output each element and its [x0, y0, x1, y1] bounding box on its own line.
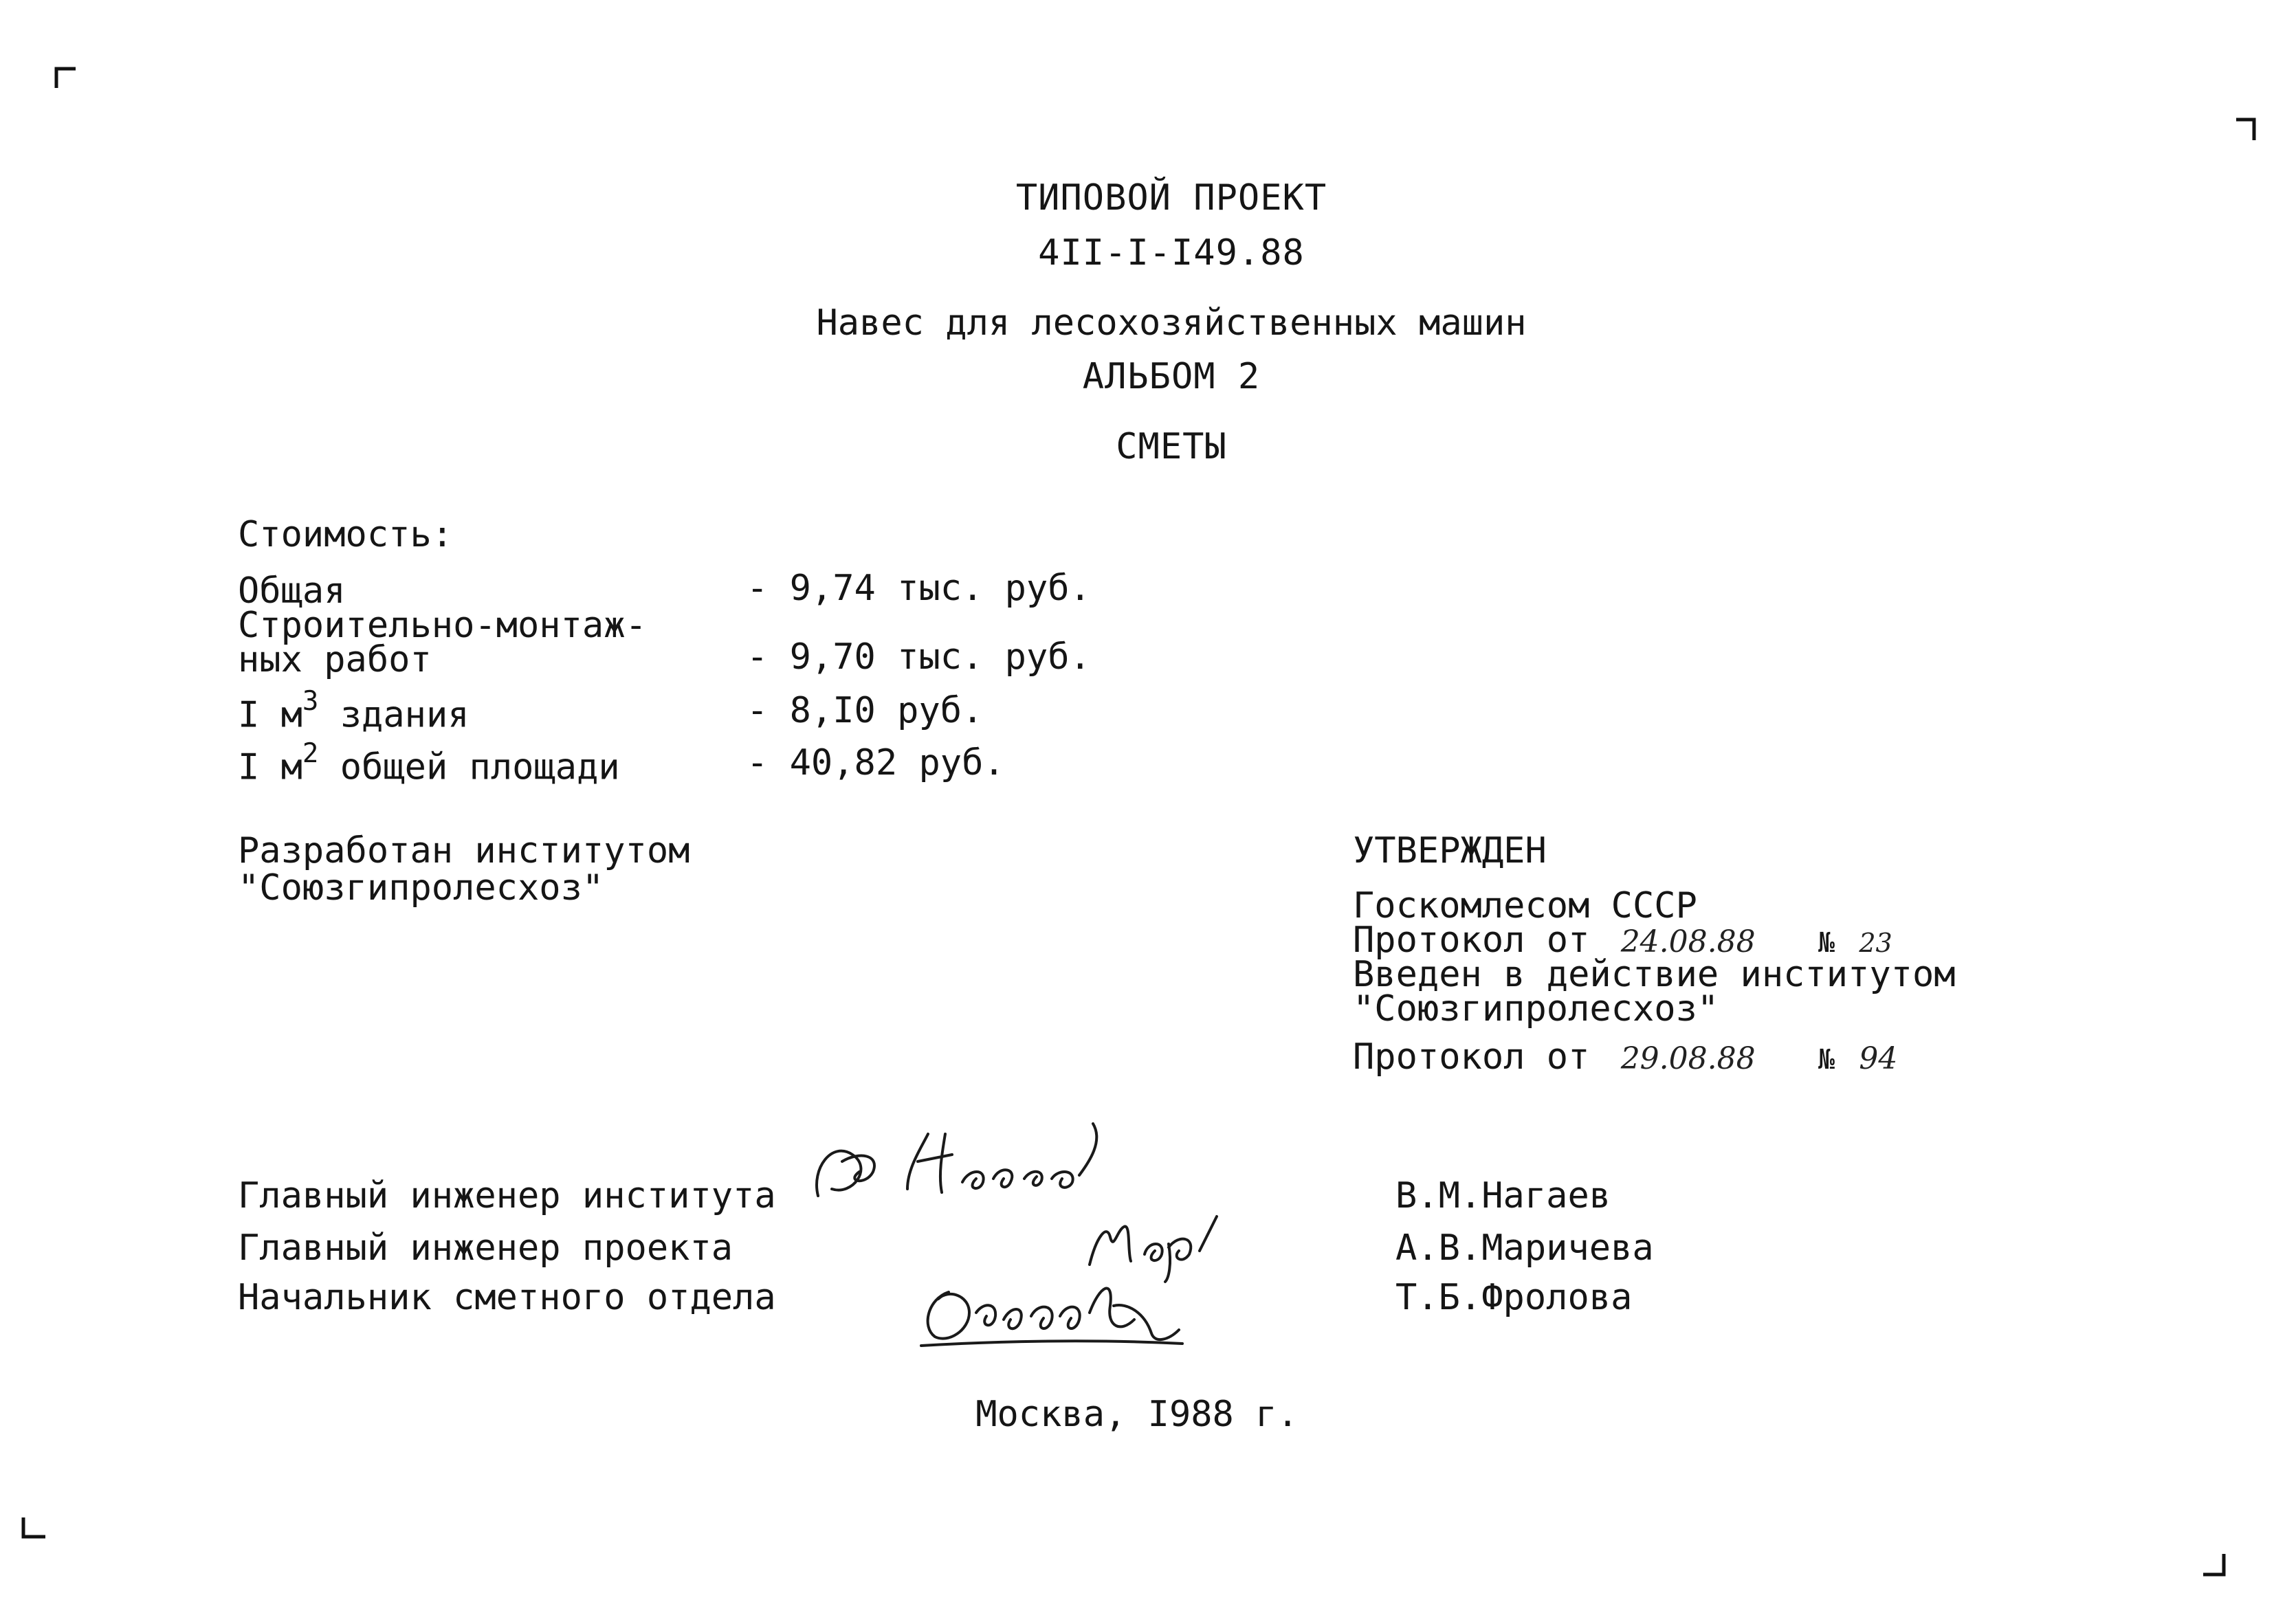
album-title: СМЕТЫ: [1116, 426, 1227, 467]
cost-per-m2-value: - 40,82 руб.: [747, 742, 1005, 783]
approval-institute: "Союзгипролесхоз": [1353, 988, 1719, 1030]
protocol-1-date: 24.08.88: [1620, 924, 1756, 959]
cost-construction-value: - 9,70 тыс. руб.: [747, 636, 1091, 678]
protocol-1-number: 23: [1859, 928, 1892, 958]
approval-protocol-2: Протокол от 29.08.88 № 94: [1353, 1036, 1898, 1078]
approval-enacted: Введен в действие институтом: [1353, 954, 1956, 995]
signatory-role-3: Начальник сметного отдела: [238, 1277, 776, 1318]
developer-line-2: "Союзгипролесхоз": [238, 867, 604, 909]
approval-authority: Госкомлесом СССР: [1353, 885, 1697, 926]
footer-place-year: Москва, I988 г.: [975, 1394, 1299, 1435]
corner-mark-top-left: [48, 60, 89, 95]
signatory-name-3: Т.Б.Фролова: [1395, 1277, 1633, 1318]
corner-mark-top-right: [2231, 110, 2272, 144]
corner-mark-bottom-left: [15, 1512, 56, 1546]
cost-total-label: Общая: [238, 570, 346, 612]
developer-line-1: Разработан институтом: [238, 830, 690, 871]
signatory-name-1: В.М.Нагаев: [1395, 1175, 1611, 1216]
corner-mark-bottom-right: [2196, 1550, 2238, 1584]
cost-total-value: - 9,74 тыс. руб.: [747, 568, 1091, 609]
project-name: Навес для лесохозяйственных машин: [816, 302, 1527, 344]
signature-frolova: [907, 1265, 1210, 1354]
signatory-name-2: А.В.Маричева: [1395, 1227, 1654, 1269]
signatory-role-2: Главный инженер проекта: [238, 1227, 733, 1269]
album-number: АЛЬБОМ 2: [1082, 356, 1261, 397]
project-number: 4II-I-I49.88: [1038, 232, 1305, 274]
signatory-role-1: Главный инженер института: [238, 1175, 776, 1216]
approval-protocol-1: Протокол от 24.08.88 № 23: [1353, 920, 1892, 961]
cost-heading: Стоимость:: [238, 514, 454, 555]
protocol-2-date: 29.08.88: [1620, 1041, 1756, 1076]
cost-per-m3-value: - 8,I0 руб.: [747, 690, 984, 731]
cost-construction-label-1: Строительно-монтаж-: [238, 605, 647, 646]
approval-heading: УТВЕРЖДЕН: [1353, 830, 1547, 871]
cost-per-m2-label: I $м^2$ общей площади: [238, 738, 620, 788]
cost-per-m3-label: I $м^3$ здания: [238, 686, 470, 736]
doc-type-title: ТИПОВОЙ ПРОЕКТ: [1015, 177, 1327, 219]
cost-construction-label-2: ных работ: [238, 639, 432, 680]
protocol-2-number: 94: [1859, 1041, 1898, 1076]
